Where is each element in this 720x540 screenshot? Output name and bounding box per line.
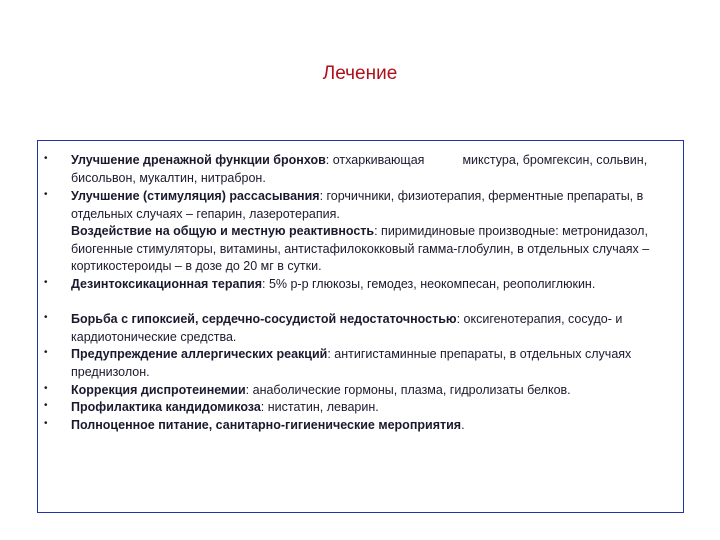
item-heading: Улучшение (стимуляция) рассасывания xyxy=(71,189,320,203)
list-item xyxy=(71,417,671,435)
list-item xyxy=(71,152,671,187)
item-heading: Дезинтоксикационная терапия xyxy=(71,277,262,291)
bullet: • xyxy=(44,400,48,411)
slide-title: Лечение xyxy=(322,63,398,84)
item-heading: Улучшение дренажной функции бронхов xyxy=(71,153,326,167)
item-text: : пиримидиновые производные: метронидазол, биогенные стимуляторы, витамины, антистафилококковый гамма-глобулин, в отдельных случаях – кортикостероиды – в дозе до 20 мг в сутки. xyxy=(71,224,650,273)
list-item xyxy=(71,399,671,417)
bullet: • xyxy=(44,312,48,323)
item-text: : антигистаминные препараты, в отдельных случаях преднизолон. xyxy=(71,347,632,379)
bullet: • xyxy=(44,277,48,288)
bullet: • xyxy=(44,189,48,200)
item-heading: Полноценное питание, санитарно-гигиенические мероприятия xyxy=(71,418,462,432)
item-heading: Профилактика кандидомикоза xyxy=(71,400,261,414)
item-heading: Борьба с гипоксией, сердечно-сосудистой недостаточностью xyxy=(71,312,457,326)
item-text: : оксигенотерапия, сосудо- и кардиотонические средства. xyxy=(71,312,623,344)
list-item xyxy=(71,382,671,400)
item-text: . xyxy=(461,418,465,432)
bullet: • xyxy=(44,347,48,358)
item-heading: Предупреждение аллергических реакций xyxy=(71,347,328,361)
list-item xyxy=(71,311,671,346)
list-item xyxy=(71,346,671,381)
bullet: • xyxy=(44,153,48,164)
list-item xyxy=(71,188,671,223)
item-text: : отхаркивающая xyxy=(325,153,425,167)
item-heading: Коррекция диспротеинемии xyxy=(71,383,246,397)
list-item xyxy=(71,276,671,294)
bullet: • xyxy=(44,418,48,429)
bullet: • xyxy=(44,383,48,394)
list-item xyxy=(71,223,671,276)
item-text: микстура, бромгексин, сольвин, бисольвон, мукалтин, нитраброн. xyxy=(71,153,648,185)
item-text: : анаболические гормоны, плазма, гидролизаты белков. xyxy=(245,383,571,397)
item-text: : нистатин, леварин. xyxy=(260,400,379,414)
item-heading: Воздействие на общую и местную реактивность xyxy=(71,224,375,238)
item-text: : 5% р-р глюкозы, гемодез, неокомпесан, реополиглюкин. xyxy=(262,277,596,291)
item-text: : горчичники, физиотерапия, ферментные препараты, в отдельных случаях – гепарин, лазеротерапия. xyxy=(71,189,644,221)
